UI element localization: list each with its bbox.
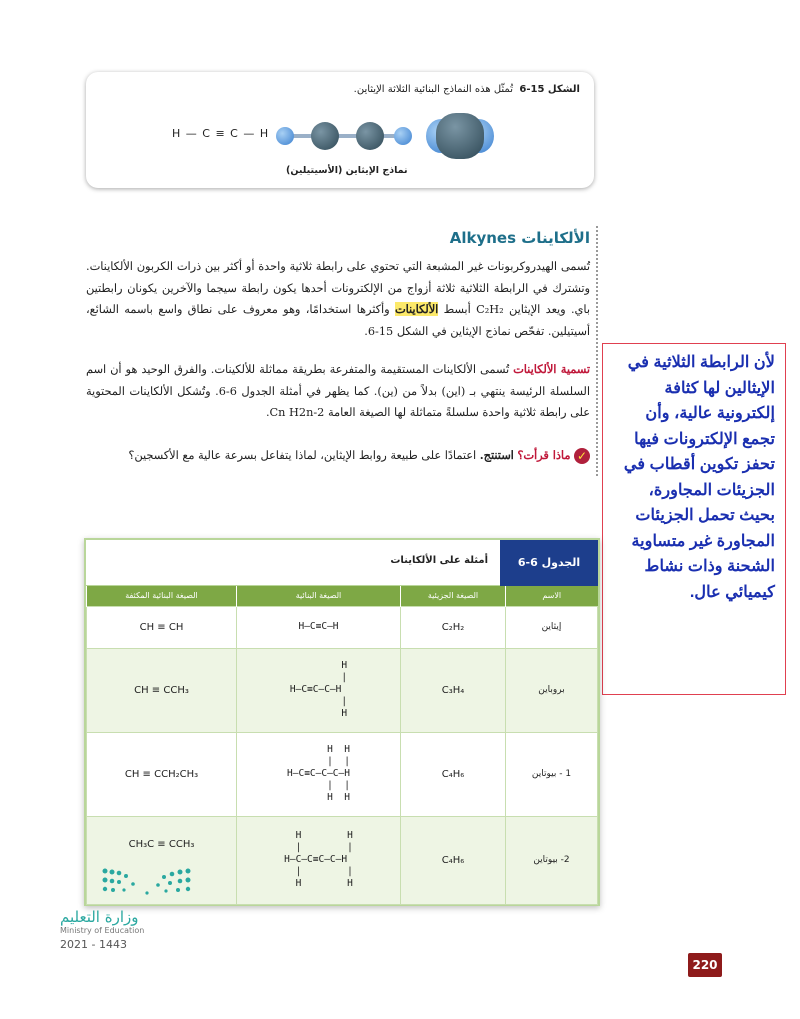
paragraph-intro: تُسمى الهيدروكربونات غير المشبعة التي تحتوي على رابطة ثلاثية واحدة أو أكثر بين ذرات الكربون الألكاينات. وتشترك في الرابطة الثلاثية ثلاثة أزواج من الإلكترونات أحدها يكون رابطة سيجما والآخرين يكونان رابطتين باي. ويعد الإيثاين C₂H₂ أبسط الألكاينات وأكثرها استخدامًا، وهو معروف على نطاق واسع باسمه الشائع، أسيتيلين. تفحّص نماذج الإيثاين في الشكل 15-6. xyxy=(86,260,590,338)
answer-note: لأن الرابطة الثلاثية في الإيثالين لها كثافة إلكترونية عالية، وأن تجمع الإلكترونات فيها تحفز تكوين أقطاب في الجزيئات المجاورة، بحيث تحمل الجزيئات المجاورة غير متساوية الشحنة وذات نشاط كيميائي عال. xyxy=(602,343,786,695)
divider xyxy=(596,226,598,476)
cell-name: بروباين xyxy=(506,648,598,732)
ministry-logo-icon xyxy=(100,866,195,898)
table-header-row xyxy=(87,586,598,606)
cell-structural: H | H—C≡C—C—H | H xyxy=(289,660,348,719)
ministry-name-en: Ministry of Education xyxy=(60,926,145,935)
cell-condensed: CH ≡ CCH₃ xyxy=(87,648,237,732)
cell-name: إيثاين xyxy=(506,606,598,648)
figure-label: نماذج الإيثاين (الأسيتيلين) xyxy=(286,165,408,176)
paragraph-naming: تسمية الألكاينات تُسمى الألكاينات المستقيمة والمتفرعة بطريقة مماثلة للألكينات. والفرق الوحيد هو أن اسم السلسلة الرئيسة ينتهي بـ (اين) بدلاً من (ين). كما يظهر في أمثلة الجدول 6-6. وتُشكل الألكاينات المحتوية على رابطة ثلاثية واحدة سلسلةً متماثلة لها الصيغة العامة Cn H2n-2. xyxy=(86,362,590,419)
cell-structural: H H | | H—C≡C—C—C—H | | H H xyxy=(287,744,350,803)
figure-caption: الشكل 15-6 تُمثّل هذه النماذج البنائية الثلاثة الإيثاين. xyxy=(353,84,580,95)
cell-condensed: CH ≡ CCH₂CH₃ xyxy=(87,732,237,816)
cell-molecular: C₄H₆ xyxy=(401,732,506,816)
ministry-name-ar: وزارة التعليم xyxy=(60,908,139,926)
ethyne-formula: H — C ≡ C — H xyxy=(172,127,270,140)
cell-molecular: C₂H₂ xyxy=(401,606,506,648)
table-row xyxy=(87,732,598,816)
table-title: أمثلة على الألكاينات xyxy=(390,555,488,566)
cell-molecular: C₄H₆ xyxy=(401,816,506,904)
cell-condensed: CH₃C ≡ CCH₃ xyxy=(87,816,237,904)
cell-name: 1 - بيوتاين xyxy=(506,732,598,816)
page-number: 220 xyxy=(688,953,722,977)
table-row xyxy=(87,606,598,648)
cell-name: 2- بيوتاين xyxy=(506,816,598,904)
cell-condensed: CH ≡ CH xyxy=(87,606,237,648)
col-molecular: الصيغة الجزيئية xyxy=(401,586,506,606)
cell-structural: H H | | H—C—C≡C—C—H | | H H xyxy=(284,830,353,889)
section-title: الألكاينات Alkynes xyxy=(449,229,590,247)
col-condensed: الصيغة البنائية المكثفة xyxy=(87,586,237,606)
alkynes-table xyxy=(84,538,600,906)
figure-6-15 xyxy=(86,72,594,188)
cell-molecular: C₃H₄ xyxy=(401,648,506,732)
table-row xyxy=(87,648,598,732)
check-icon: ✓ xyxy=(574,448,590,464)
col-structural: الصيغة البنائية xyxy=(237,586,401,606)
table-number: الجدول 6-6 xyxy=(500,540,598,586)
cell-structural: H—C≡C—H xyxy=(298,621,339,632)
reading-check: ✓ ماذا قرأت؟ استنتج. اعتمادًا على طبيعة روابط الإيثاين، لماذا يتفاعل بسرعة عالية مع الأكسجين؟ xyxy=(86,445,590,467)
col-name: الاسم xyxy=(506,586,598,606)
year: 2021 - 1443 xyxy=(60,938,127,951)
